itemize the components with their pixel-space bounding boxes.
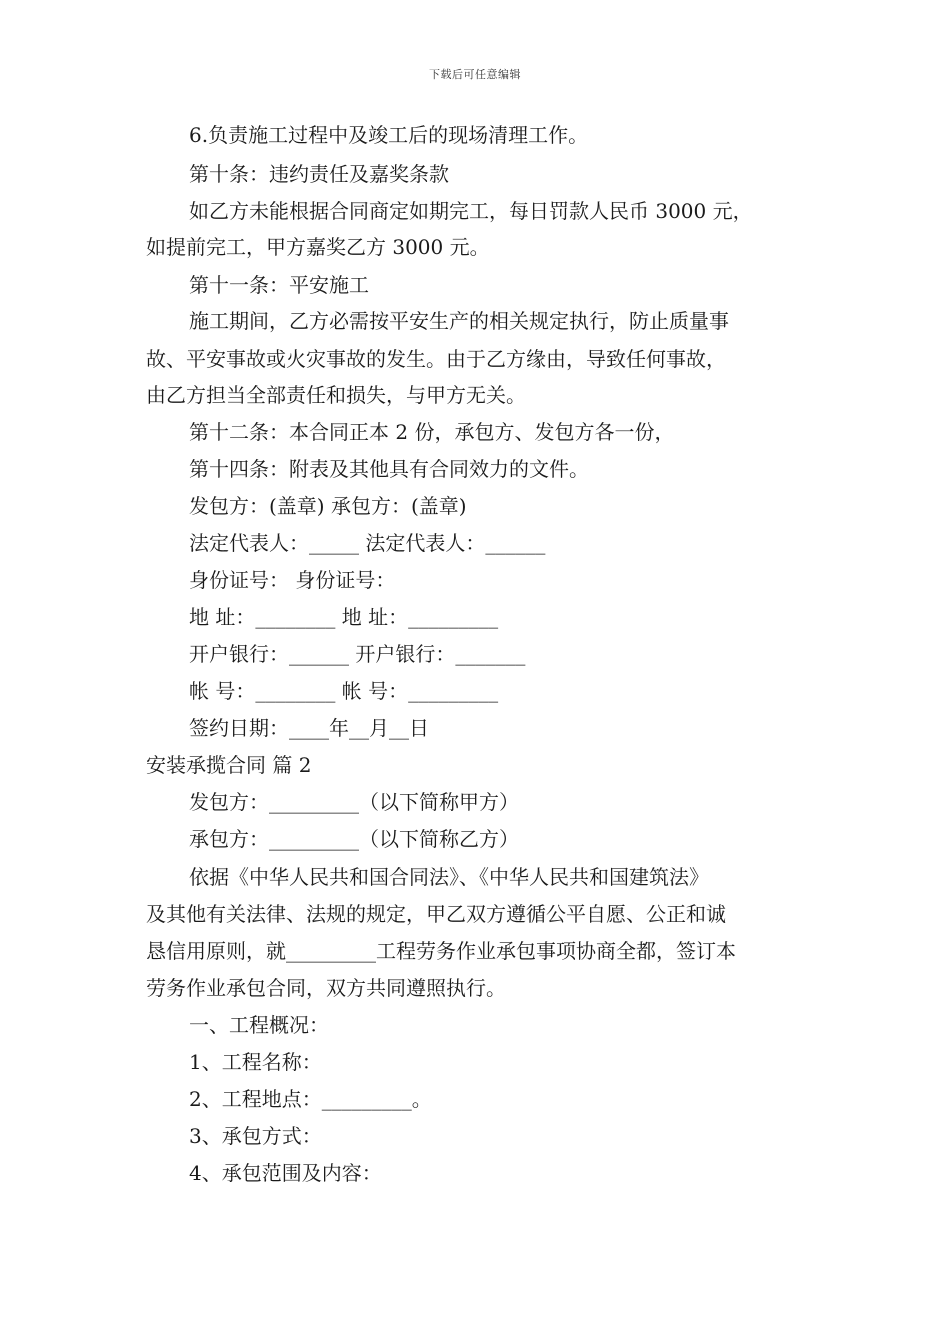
paragraph-line: 恳信用原则，就_________工程劳务作业承包事项协商全都，签订本	[146, 939, 736, 963]
signature-line: 身份证号： 身份证号：	[189, 568, 396, 592]
paragraph-line: 6.负责施工过程中及竣工后的现场清理工作。	[189, 123, 589, 147]
paragraph-line: 故、平安事故或火灾事故的发生。由于乙方缘由，导致任何事故，	[146, 347, 726, 371]
section-heading: 第十四条：附表及其他具有合同效力的文件。	[189, 457, 589, 481]
signature-line: 签约日期：____年__月__日	[189, 716, 429, 740]
paragraph-line: 劳务作业承包合同，双方共同遵照执行。	[146, 976, 506, 1000]
paragraph-line: 由乙方担当全部责任和损失，与甲方无关。	[146, 383, 526, 407]
list-item: 1、工程名称：	[189, 1050, 322, 1074]
signature-line: 法定代表人：_____ 法定代表人：______	[189, 531, 546, 555]
section-heading: 一、工程概况：	[189, 1013, 329, 1037]
section-heading: 第十一条：平安施工	[189, 273, 369, 297]
paragraph-line: 依据《中华人民共和国合同法》、《中华人民共和国建筑法》	[189, 865, 709, 889]
document-title: 安装承揽合同 篇 2	[146, 753, 312, 777]
signature-line: 开户银行：______ 开户银行：_______	[189, 642, 526, 666]
paragraph-line: 如提前完工，甲方嘉奖乙方 3000 元。	[146, 235, 490, 259]
section-heading: 第十条：违约责任及嘉奖条款	[189, 162, 449, 186]
paragraph-line: 如乙方未能根据合同商定如期完工，每日罚款人民币 3000 元，	[189, 199, 753, 223]
paragraph-line: 及其他有关法律、法规的规定，甲乙双方遵循公平自愿、公正和诚	[146, 902, 726, 926]
list-item: 2、工程地点：_________。	[189, 1087, 432, 1111]
signature-line: 帐 号：________ 帐 号：_________	[189, 679, 499, 703]
signature-line: 地 址：________ 地 址：_________	[189, 605, 499, 629]
page-header: 下载后可任意编辑	[429, 68, 521, 81]
party-line: 承包方：_________（以下简称乙方）	[189, 827, 519, 851]
signature-line: 发包方：(盖章) 承包方：(盖章)	[189, 494, 467, 518]
paragraph-line: 施工期间，乙方必需按平安生产的相关规定执行，防止质量事	[189, 309, 729, 333]
list-item: 3、承包方式：	[189, 1124, 322, 1148]
section-heading: 第十二条：本合同正本 2 份，承包方、发包方各一份，	[189, 420, 675, 444]
party-line: 发包方：_________（以下简称甲方）	[189, 790, 519, 814]
list-item: 4、承包范围及内容：	[189, 1161, 382, 1185]
